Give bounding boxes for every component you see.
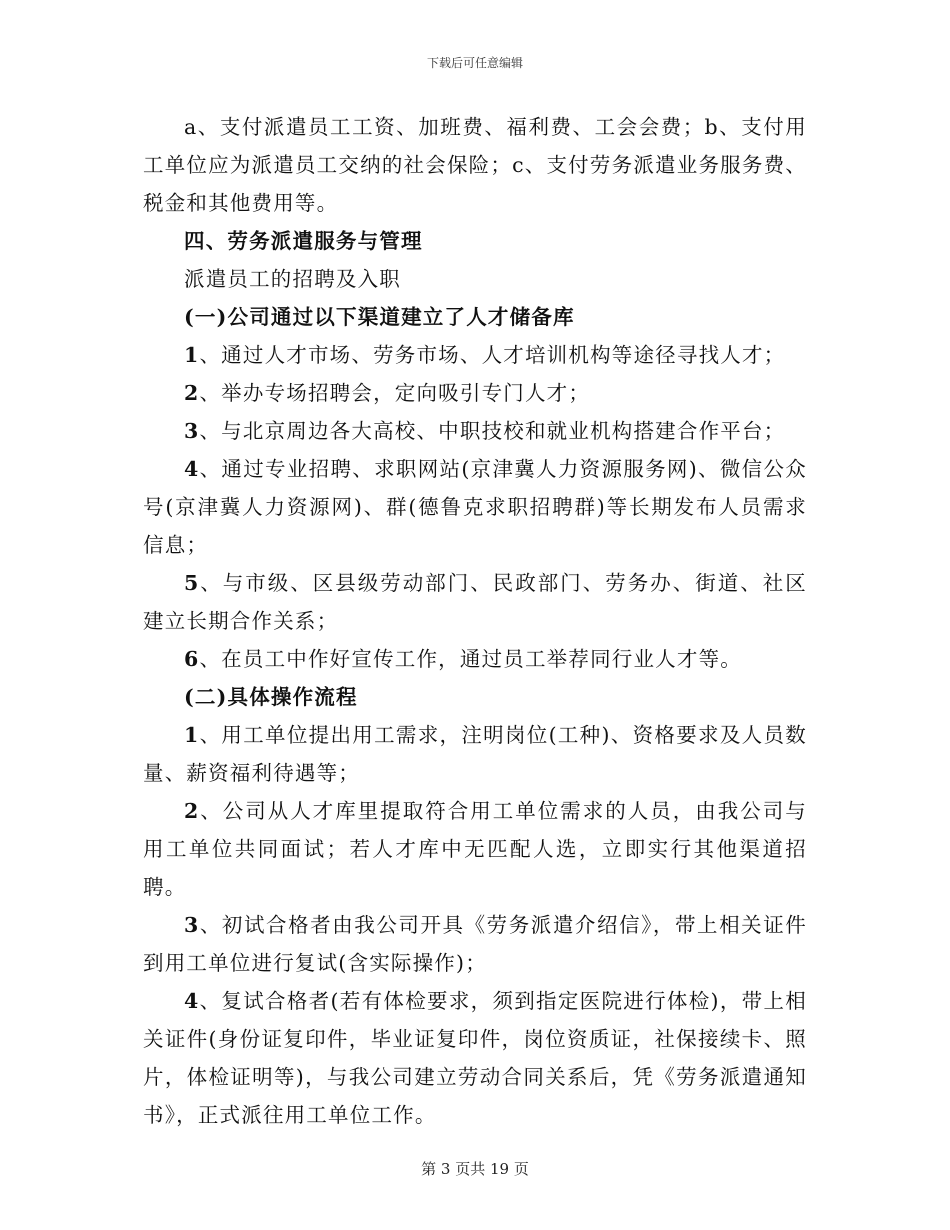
list-item: [143, 982, 807, 1134]
list-item: [143, 640, 807, 678]
item-number: 2: [184, 381, 200, 405]
list-item: [143, 412, 807, 450]
list-item: [143, 374, 807, 412]
heading-text: (二)具体操作流程: [184, 685, 358, 709]
subheading-recruitment: [143, 260, 807, 298]
section-heading-4: [143, 222, 807, 260]
paragraph-payments: [143, 108, 807, 222]
item-text: 、通过专业招聘、求职网站(京津冀人力资源服务网)、微信公众号(京津冀人力资源网)、群(德鲁克求职招聘群)等长期发布人员需求信息；: [143, 457, 807, 557]
item-text: 、在员工中作好宣传工作，通过员工举荐同行业人才等。: [199, 647, 742, 671]
item-text: 、用工单位提出用工需求，注明岗位(工种)、资格要求及人员数量、薪资福利待遇等；: [143, 723, 807, 785]
page-header: 下载后可任意编辑: [426, 56, 523, 70]
page-footer: 第 3 页共 19 页: [421, 1160, 529, 1178]
item-number: 4: [184, 989, 200, 1013]
item-number: 6: [184, 647, 200, 671]
list-item: [143, 564, 807, 640]
item-text: 、公司从人才库里提取符合用工单位需求的人员，由我公司与用工单位共同面试；若人才库中无匹配人选，立即实行其他渠道招聘。: [143, 799, 807, 899]
item-text: 、通过人才市场、劳务市场、人才培训机构等途径寻找人才；: [199, 343, 786, 367]
document-body: [143, 108, 807, 1134]
paragraph-text: a、支付派遣员工工资、加班费、福利费、工会会费；b、支付用工单位应为派遣员工交纳的社会保险；c、支付劳务派遣业务服务费、税金和其他费用等。: [143, 115, 807, 215]
list-item: [143, 792, 807, 906]
item-text: 、与北京周边各大高校、中职技校和就业机构搭建合作平台；: [199, 419, 786, 443]
heading-text: (一)公司通过以下渠道建立了人才储备库: [184, 305, 575, 329]
item-number: 4: [184, 457, 200, 481]
list-item: [143, 336, 807, 374]
item-number: 3: [184, 913, 200, 937]
list-item: [143, 450, 807, 564]
subsection-heading-2: [143, 678, 807, 716]
list-item: [143, 716, 807, 792]
heading-text: 四、劳务派遣服务与管理: [184, 229, 423, 253]
subsection-heading-1: [143, 298, 807, 336]
item-number: 1: [184, 723, 200, 747]
item-text: 、举办专场招聘会，定向吸引专门人才；: [199, 381, 591, 405]
item-number: 5: [184, 571, 200, 595]
list-item: [143, 906, 807, 982]
item-text: 、初试合格者由我公司开具《劳务派遣介绍信》，带上相关证件到用工单位进行复试(含实际操作)；: [143, 913, 807, 975]
paragraph-text: 派遣员工的招聘及入职: [184, 267, 401, 291]
item-text: 、复试合格者(若有体检要求，须到指定医院进行体检)，带上相关证件(身份证复印件，毕业证复印件，岗位资质证，社保接续卡、照片，体检证明等)，与我公司建立劳动合同关系后，凭《劳务派遣通知书》，正式派往用工单位工作。: [143, 989, 807, 1127]
item-number: 1: [184, 343, 200, 367]
item-text: 、与市级、区县级劳动部门、民政部门、劳务办、街道、社区建立长期合作关系；: [143, 571, 807, 633]
item-number: 2: [184, 799, 200, 823]
item-number: 3: [184, 419, 200, 443]
